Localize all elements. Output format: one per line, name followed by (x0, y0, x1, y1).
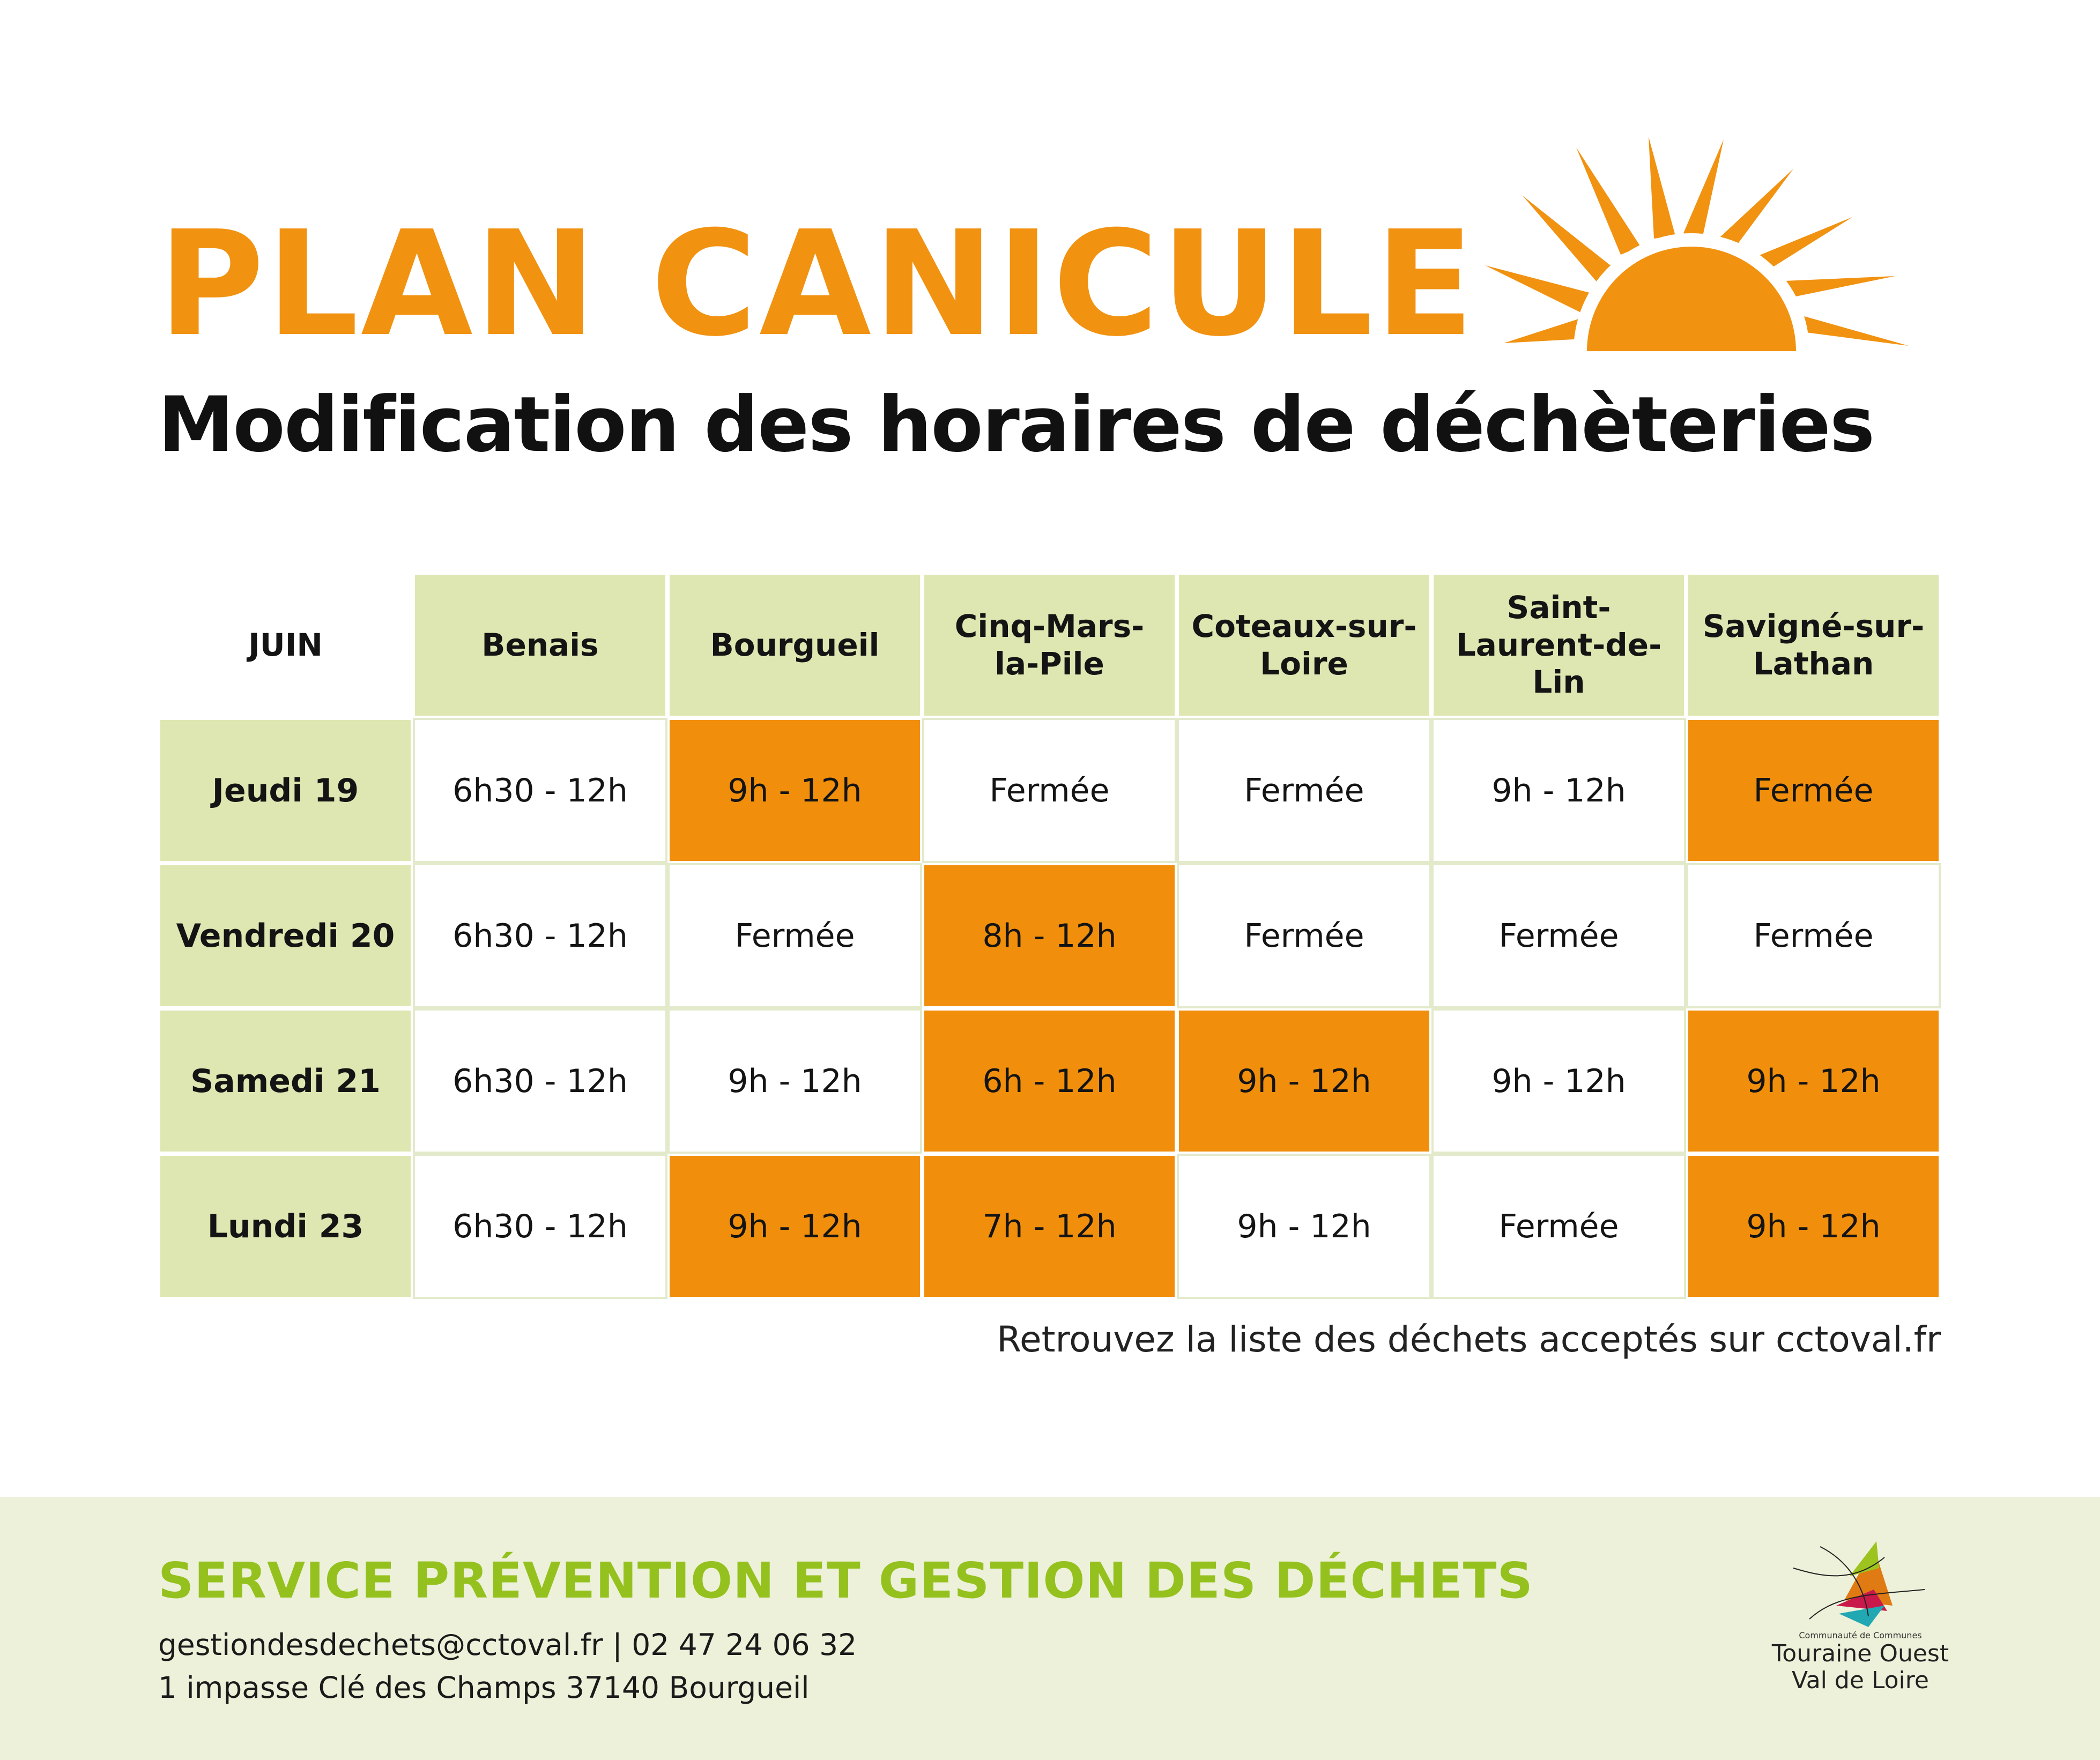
month-label: JUIN (158, 573, 413, 718)
website-note: Retrouvez la liste des déchets acceptés sur cctoval.fr (997, 1319, 1941, 1360)
table-cell: 6h30 - 12h (413, 718, 667, 863)
logo-small-text: Communauté de Communes (1799, 1630, 1922, 1640)
logo-line-1: Touraine Ouest (1771, 1640, 1949, 1667)
sun-icon (1472, 137, 1911, 351)
table-cell: Fermée (1431, 863, 1686, 1008)
column-header: Coteaux-sur-Loire (1177, 573, 1431, 718)
table-cell: 6h30 - 12h (413, 1008, 667, 1154)
table-cell: 9h - 12h (667, 1008, 922, 1154)
table-cell: 8h - 12h (922, 863, 1177, 1008)
table-cell: 6h - 12h (922, 1008, 1177, 1154)
row-day: Lundi 23 (158, 1154, 413, 1299)
row-day: Jeudi 19 (158, 718, 413, 863)
table-cell: 9h - 12h (667, 718, 922, 863)
table-cell: 9h - 12h (1431, 1008, 1686, 1154)
column-header: Bourgueil (667, 573, 922, 718)
column-header: Benais (413, 573, 667, 718)
table-cell: Fermée (667, 863, 922, 1008)
column-header: Saint-Laurent-de-Lin (1431, 573, 1686, 718)
contact-address: 1 impasse Clé des Champs 37140 Bourgueil (158, 1670, 810, 1705)
table-cell: 9h - 12h (1686, 1154, 1941, 1299)
table-cell: 9h - 12h (1177, 1154, 1431, 1299)
table-cell: Fermée (1177, 718, 1431, 863)
logo-mark-icon (1788, 1525, 1933, 1627)
logo-line-2: Val de Loire (1792, 1667, 1929, 1694)
table-cell: Fermée (1177, 863, 1431, 1008)
table-cell: Fermée (1431, 1154, 1686, 1299)
schedule-table (158, 573, 1941, 1299)
table-cell: 7h - 12h (922, 1154, 1177, 1299)
column-header: Cinq-Mars-la-Pile (922, 573, 1177, 718)
page-subtitle: Modification des horaires de déchèteries (158, 381, 1874, 469)
cctoval-logo (1764, 1525, 1957, 1707)
column-header: Savigné-sur-Lathan (1686, 573, 1941, 718)
service-title: SERVICE PRÉVENTION ET GESTION DES DÉCHETS (158, 1552, 1533, 1609)
table-cell: 6h30 - 12h (413, 863, 667, 1008)
table-cell: 6h30 - 12h (413, 1154, 667, 1299)
table-cell: Fermée (922, 718, 1177, 863)
table-cell: 9h - 12h (1686, 1008, 1941, 1154)
table-cell: Fermée (1686, 863, 1941, 1008)
table-cell: Fermée (1686, 718, 1941, 863)
table-cell: 9h - 12h (1431, 718, 1686, 863)
contact-email-phone: gestiondesdechets@cctoval.fr | 02 47 24 06 32 (158, 1628, 857, 1662)
contact-block (158, 1623, 857, 1709)
row-day: Samedi 21 (158, 1008, 413, 1154)
page-title: PLAN CANICULE (158, 199, 1476, 368)
table-cell: 9h - 12h (1177, 1008, 1431, 1154)
table-cell: 9h - 12h (667, 1154, 922, 1299)
row-day: Vendredi 20 (158, 863, 413, 1008)
